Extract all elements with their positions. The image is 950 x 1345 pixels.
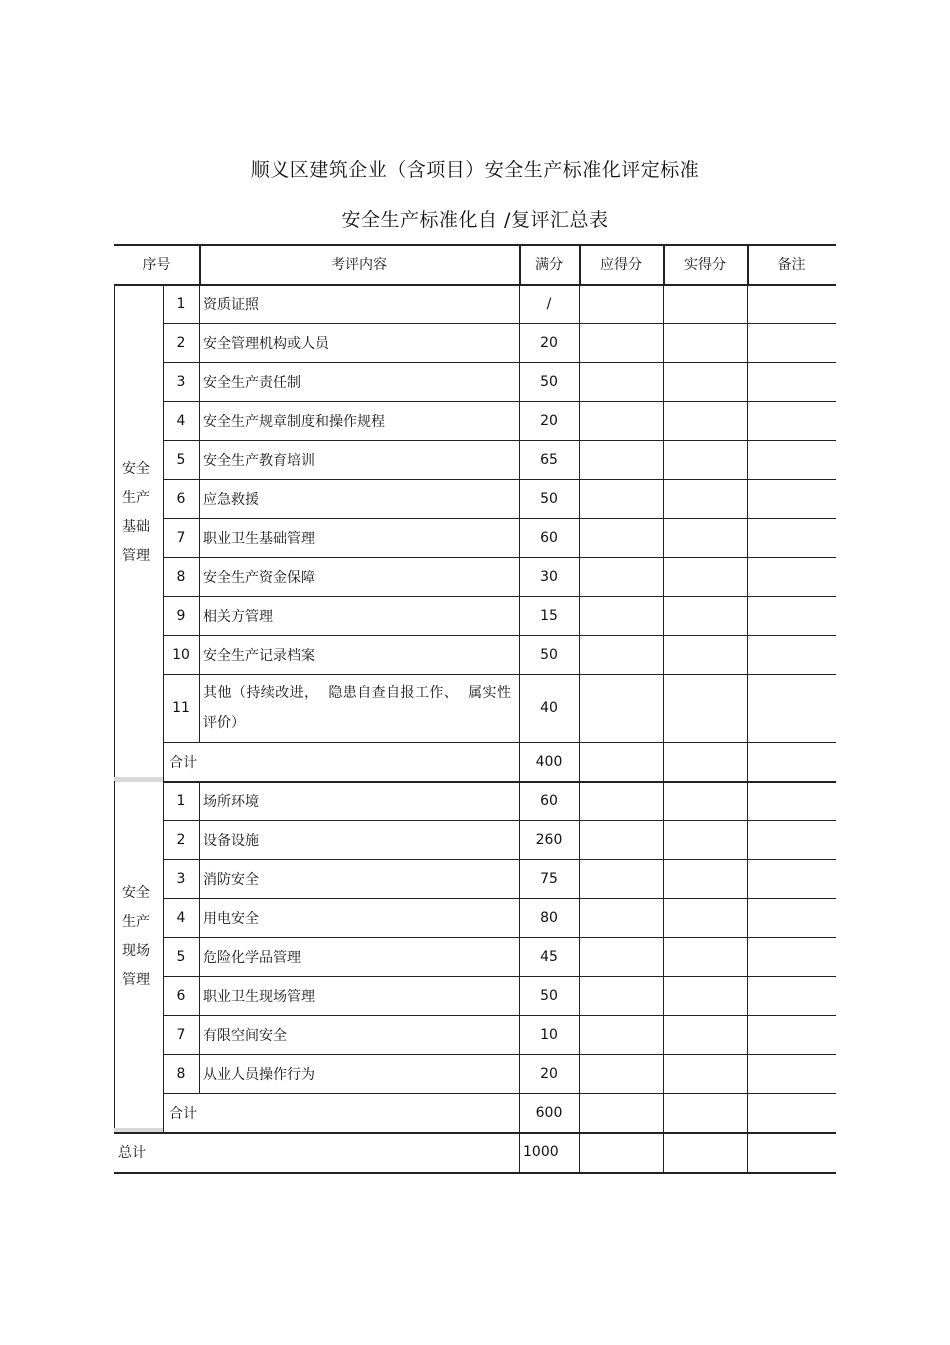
item-number: 2 [176,334,186,351]
item-number: 8 [176,1065,186,1082]
item-content: 应急救援 [203,491,259,508]
total-due-score [579,1132,663,1172]
item-remark [747,557,836,596]
table-rule [747,557,748,596]
item-full-score: 15 [540,607,558,624]
item-remark [747,781,836,820]
item-remark [747,596,836,635]
total-actual-score [663,1132,747,1172]
table-rule [519,362,520,401]
table-rule [663,479,664,518]
table-rule [579,596,580,635]
item-remark [747,937,836,976]
table-rule [519,284,520,323]
table-rule [579,479,580,518]
item-number: 9 [176,607,186,624]
header-seq: 序号 [142,257,171,273]
table-rule [579,976,580,1015]
group-label: 安全 生产 现场 管理 [122,885,150,988]
table-rule [519,976,520,1015]
item-due-score [579,1054,663,1093]
item-full-score: 60 [540,529,558,546]
table-rule [747,898,748,937]
table-rule [747,937,748,976]
item-remark [747,1054,836,1093]
subtotal-actual-score [663,742,747,781]
header-actual-score: 实得分 [684,257,726,273]
table-rule [579,284,580,323]
item-actual-score [663,937,747,976]
table-rule [663,596,664,635]
table-rule [163,674,164,742]
table-rule [163,284,164,323]
item-full-score: 260 [535,831,563,848]
item-due-score [579,401,663,440]
table-rule [747,1132,748,1172]
item-content: 资质证照 [203,296,259,313]
item-due-score [579,820,663,859]
subtotal-actual-score [663,1093,747,1132]
item-remark [747,976,836,1015]
item-content: 用电安全 [203,910,259,927]
item-content: 危险化学品管理 [203,949,301,966]
item-number: 6 [176,490,186,507]
item-remark [747,820,836,859]
table-rule [663,976,664,1015]
table-rule [519,596,520,635]
item-full-score: 10 [540,1026,558,1043]
item-full-score: 50 [540,987,558,1004]
table-rule [519,1093,520,1132]
item-remark [747,518,836,557]
item-number: 4 [176,412,186,429]
table-rule [663,937,664,976]
item-due-score [579,1015,663,1054]
item-number: 6 [176,987,186,1004]
table-rule [579,518,580,557]
item-full-score: 20 [540,412,558,429]
table-rule [747,1015,748,1054]
item-actual-score [663,323,747,362]
table-rule [199,781,200,820]
table-rule [663,1054,664,1093]
group-separator [114,777,163,782]
group-label: 安全 生产 基础 管理 [122,461,150,564]
table-rule [663,820,664,859]
item-number: 7 [176,1026,186,1043]
table-rule [114,284,115,781]
table-rule [579,674,580,742]
table-rule [519,937,520,976]
item-full-score: 50 [540,646,558,663]
item-actual-score [663,674,747,742]
table-rule [579,781,580,820]
item-due-score [579,557,663,596]
item-content: 职业卫生基础管理 [203,530,315,547]
table-rule [663,323,664,362]
item-due-score [579,674,663,742]
item-content: 从业人员操作行为 [203,1066,315,1083]
subtotal-label: 合计 [169,754,197,771]
subtotal-full-score: 400 [535,753,563,770]
item-full-score: 50 [540,490,558,507]
table-rule [163,323,164,362]
table-rule [199,635,200,674]
table-rule [663,898,664,937]
table-rule [163,859,164,898]
table-rule [579,362,580,401]
table-rule [163,557,164,596]
item-due-score [579,635,663,674]
table-rule [747,635,748,674]
table-rule [163,518,164,557]
subtotal-due-score [579,742,663,781]
item-number: 7 [176,529,186,546]
item-full-score: 60 [540,792,558,809]
item-number: 2 [176,831,186,848]
table-rule [579,859,580,898]
document-subtitle: 安全生产标准化自 /复评汇总表 [341,209,609,231]
table-rule [519,323,520,362]
item-actual-score [663,635,747,674]
item-remark [747,284,836,323]
item-remark [747,898,836,937]
item-actual-score [663,284,747,323]
item-due-score [579,937,663,976]
table-rule [163,401,164,440]
table-rule [519,479,520,518]
item-due-score [579,976,663,1015]
item-remark [747,1015,836,1054]
item-actual-score [663,859,747,898]
item-number: 5 [176,948,186,965]
table-rule [519,244,521,284]
table-rule [163,362,164,401]
table-rule [519,781,520,820]
item-content: 安全生产记录档案 [203,647,315,664]
table-rule [747,674,748,742]
table-rule [663,518,664,557]
table-rule [519,440,520,479]
table-rule [199,1054,200,1093]
item-number: 11 [172,700,190,716]
table-rule [747,1093,748,1132]
item-content: 安全生产责任制 [203,374,301,391]
item-due-score [579,898,663,937]
table-rule [579,1093,580,1132]
item-content: 消防安全 [203,871,259,888]
item-remark [747,362,836,401]
table-rule [747,859,748,898]
table-rule [519,1132,520,1172]
item-actual-score [663,1015,747,1054]
item-full-score: 40 [540,700,558,716]
item-due-score [579,362,663,401]
item-actual-score [663,976,747,1015]
subtotal-remark [747,742,836,781]
table-rule [663,244,665,284]
table-rule [199,244,201,284]
item-full-score: 75 [540,870,558,887]
item-number: 3 [176,870,186,887]
item-remark [747,479,836,518]
item-content: 设备设施 [203,832,259,849]
item-due-score [579,781,663,820]
table-rule [163,1054,164,1093]
table-rule [747,401,748,440]
table-rule [663,1132,664,1172]
table-rule [163,781,164,820]
total-full-score: 1000 [523,1144,559,1160]
table-rule [663,742,664,781]
table-rule [199,401,200,440]
table-rule [519,742,520,781]
table-rule [579,244,581,284]
table-rule [579,1015,580,1054]
item-full-score: 20 [540,1065,558,1082]
table-rule [519,1015,520,1054]
table-rule [663,1015,664,1054]
item-due-score [579,518,663,557]
table-rule [163,596,164,635]
item-full-score: 30 [540,568,558,585]
table-rule [519,635,520,674]
item-full-score: / [546,295,552,312]
item-full-score: 50 [540,373,558,390]
header-top-rule [114,244,836,246]
table-rule [579,820,580,859]
item-actual-score [663,820,747,859]
table-rule [579,401,580,440]
table-rule [199,518,200,557]
table-rule [579,1132,580,1172]
item-full-score: 20 [540,334,558,351]
item-number: 8 [176,568,186,585]
table-rule [199,674,200,742]
table-rule [747,518,748,557]
table-rule [579,898,580,937]
table-rule [747,479,748,518]
table-rule [163,440,164,479]
item-number: 5 [176,451,186,468]
header-remark: 备注 [777,257,806,273]
table-rule [199,284,200,323]
table-rule [663,284,664,323]
table-rule [747,976,748,1015]
item-due-score [579,323,663,362]
table-rule [663,859,664,898]
table-rule [199,440,200,479]
table-rule [663,557,664,596]
table-rule [579,635,580,674]
table-rule [163,479,164,518]
table-rule [199,898,200,937]
table-rule [747,362,748,401]
item-actual-score [663,518,747,557]
header-full-score: 满分 [535,257,563,273]
item-content: 有限空间安全 [203,1027,287,1044]
table-rule [163,1015,164,1054]
subtotal-due-score [579,1093,663,1132]
item-number: 1 [176,792,186,809]
table-rule [163,898,164,937]
table-rule [663,1093,664,1132]
subtotal-label: 合计 [169,1105,197,1122]
table-rule [747,1054,748,1093]
item-remark [747,635,836,674]
subtotal-remark [747,1093,836,1132]
table-rule [579,440,580,479]
item-content: 其他（持续改进， 隐患自查自报工作、 属实性评价） [203,685,511,731]
header-due-score: 应得分 [600,257,642,273]
item-actual-score [663,781,747,820]
table-rule [579,937,580,976]
item-actual-score [663,362,747,401]
table-rule [519,674,520,742]
table-rule [519,898,520,937]
total-remark [747,1132,836,1172]
table-rule [519,518,520,557]
table-rule [163,742,164,781]
table-rule [579,742,580,781]
item-due-score [579,284,663,323]
table-rule [747,440,748,479]
item-actual-score [663,440,747,479]
item-due-score [579,479,663,518]
table-rule [199,479,200,518]
item-actual-score [663,898,747,937]
table-rule [519,401,520,440]
item-remark [747,859,836,898]
item-full-score: 65 [540,451,558,468]
item-content: 场所环境 [203,793,259,810]
table-rule [199,1015,200,1054]
item-remark [747,440,836,479]
item-number: 1 [176,295,186,312]
document-title: 顺义区建筑企业（含项目）安全生产标准化评定标准 [250,159,700,181]
table-rule [663,401,664,440]
item-actual-score [663,596,747,635]
table-rule [519,859,520,898]
item-content: 安全生产教育培训 [203,452,315,469]
item-actual-score [663,1054,747,1093]
table-rule [199,557,200,596]
item-remark [747,401,836,440]
table-rule [747,742,748,781]
table-rule [519,557,520,596]
item-full-score: 80 [540,909,558,926]
table-rule [199,596,200,635]
table-rule [663,674,664,742]
total-bottom-rule [114,1172,836,1174]
table-rule [747,323,748,362]
item-content: 相关方管理 [203,608,273,625]
table-rule [663,635,664,674]
item-due-score [579,859,663,898]
table-rule [199,859,200,898]
item-number: 10 [172,646,190,663]
table-rule [579,323,580,362]
table-rule [163,1093,164,1132]
item-content: 安全生产资金保障 [203,569,315,586]
header-content: 考评内容 [331,257,387,273]
table-rule [663,440,664,479]
table-rule [199,323,200,362]
item-actual-score [663,479,747,518]
table-rule [199,362,200,401]
table-rule [747,244,749,284]
item-due-score [579,440,663,479]
table-rule [163,820,164,859]
table-rule [163,976,164,1015]
table-rule [747,820,748,859]
table-rule [747,596,748,635]
table-rule [114,781,115,1132]
table-rule [663,781,664,820]
table-rule [519,1054,520,1093]
total-top-rule [114,1132,836,1134]
item-actual-score [663,557,747,596]
table-rule [163,937,164,976]
table-rule [519,820,520,859]
table-rule [579,557,580,596]
table-rule [163,635,164,674]
table-rule [663,362,664,401]
subtotal-full-score: 600 [535,1104,563,1121]
item-number: 4 [176,909,186,926]
item-due-score [579,596,663,635]
item-content: 安全管理机构或人员 [203,335,329,352]
item-remark [747,323,836,362]
item-content: 安全生产规章制度和操作规程 [203,413,385,430]
item-full-score: 45 [540,948,558,965]
item-content: 职业卫生现场管理 [203,988,315,1005]
table-rule [579,1054,580,1093]
table-rule [747,781,748,820]
item-actual-score [663,401,747,440]
total-label: 总计 [118,1145,146,1161]
table-rule [199,976,200,1015]
table-rule [747,284,748,323]
table-rule [199,937,200,976]
item-remark [747,674,836,742]
item-number: 3 [176,373,186,390]
table-rule [199,820,200,859]
